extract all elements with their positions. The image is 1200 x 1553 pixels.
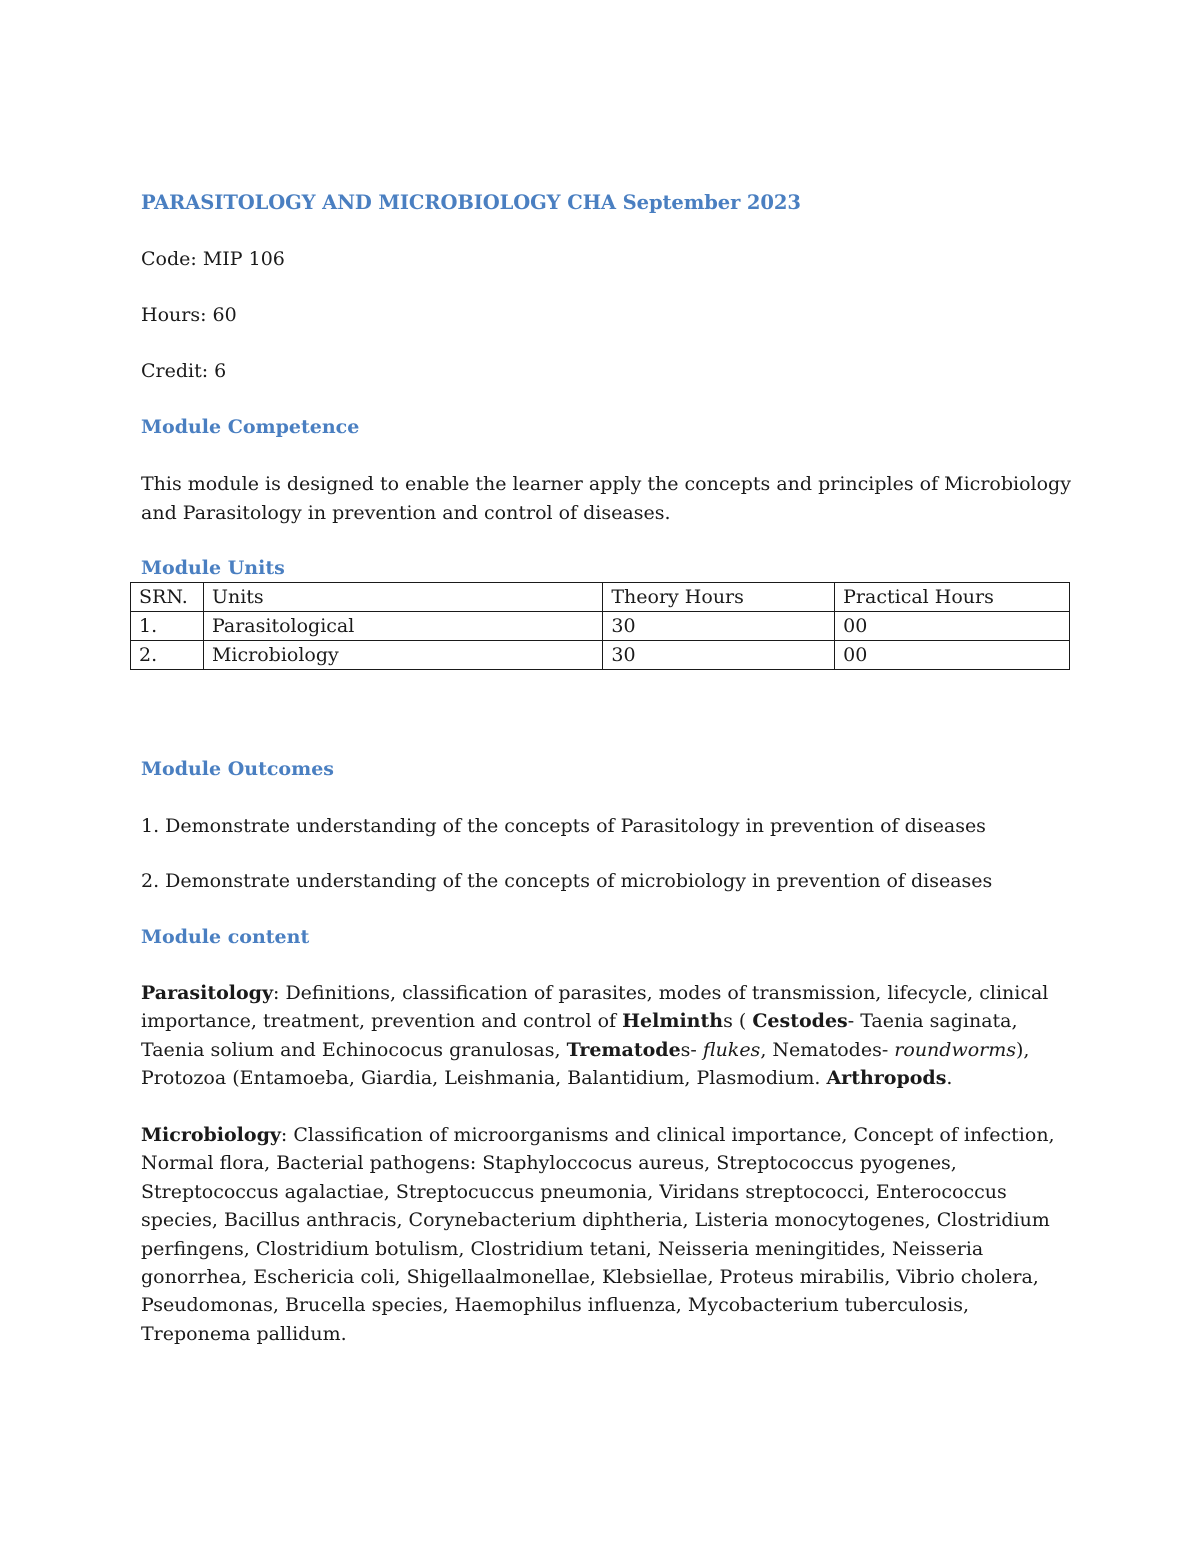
table-cell: 1. — [131, 612, 204, 641]
module-credit: Credit: 6 — [141, 360, 227, 382]
table-row — [131, 641, 1070, 670]
outcomes-heading: Module Outcomes — [141, 758, 334, 780]
table-cell: Parasitological — [203, 612, 602, 641]
competence-line-2: and Parasitology in prevention and control of diseases. — [141, 502, 671, 524]
parasitology-label: Parasitology — [141, 982, 273, 1004]
competence-line-1: This module is designed to enable the learner apply the concepts and principles of Microbiology — [141, 473, 1071, 495]
table-header-row — [131, 583, 1070, 612]
microbiology-paragraph: Microbiology: Classification of microorganisms and clinical importance, Concept of infection, Normal flora, Bacterial pathogens: Staphyloccocus aureus, Streptococcus pyogenes, Streptococcus agalactiae, Streptocuccus pneumonia, Viridans streptococci, Enterococcus species, Bacillus anthracis, Corynebacterium diphtheria, Listeria monocytogenes, Clostridium perfingens, Clostridium botulism, Clostridium tetani, Neisseria meningitides, Neisseria gonorrhea, Eschericia coli, Shigellaalmonellae, Klebsiellae, Proteus mirabilis, Vibrio cholera, Pseudomonas, Brucella species, Haemophilus influenza, Mycobacterium tuberculosis, Treponema pallidum. — [141, 1124, 1055, 1345]
column-header: Units — [203, 583, 602, 612]
column-header: SRN. — [131, 583, 204, 612]
module-code: Code: MIP 106 — [141, 248, 285, 270]
table-cell: Microbiology — [203, 641, 602, 670]
table-row — [131, 612, 1070, 641]
table-cell: 00 — [835, 612, 1070, 641]
content-heading: Module content — [141, 926, 310, 948]
table-cell: 30 — [603, 641, 835, 670]
outcome-item-1: 1. Demonstrate understanding of the concepts of Parasitology in prevention of diseases — [141, 815, 986, 837]
competence-heading: Module Competence — [141, 416, 360, 438]
table-cell: 30 — [603, 612, 835, 641]
outcome-item-2: 2. Demonstrate understanding of the concepts of microbiology in prevention of diseases — [141, 870, 993, 892]
microbiology-label: Microbiology — [141, 1124, 281, 1146]
column-header: Theory Hours — [603, 583, 835, 612]
table-cell: 00 — [835, 641, 1070, 670]
table-cell: 2. — [131, 641, 204, 670]
module-hours: Hours: 60 — [141, 304, 237, 326]
units-heading: Module Units — [141, 557, 285, 579]
parasitology-paragraph: Parasitology: Definitions, classification of parasites, modes of transmission, lifecycle, clinical importance, treatment, prevention and control of Helminths ( Cestodes- Taenia saginata, Taenia solium and Echinococus granulosas, Trematodes- flukes, Nematodes- roundworms), Protozoa (Entamoeba, Giardia, Leishmania, Balantidium, Plasmodium. Arthropods. — [141, 982, 1049, 1090]
document-title: PARASITOLOGY AND MICROBIOLOGY CHA September 2023 — [141, 191, 801, 214]
column-header: Practical Hours — [835, 583, 1070, 612]
units-table — [130, 582, 1070, 670]
